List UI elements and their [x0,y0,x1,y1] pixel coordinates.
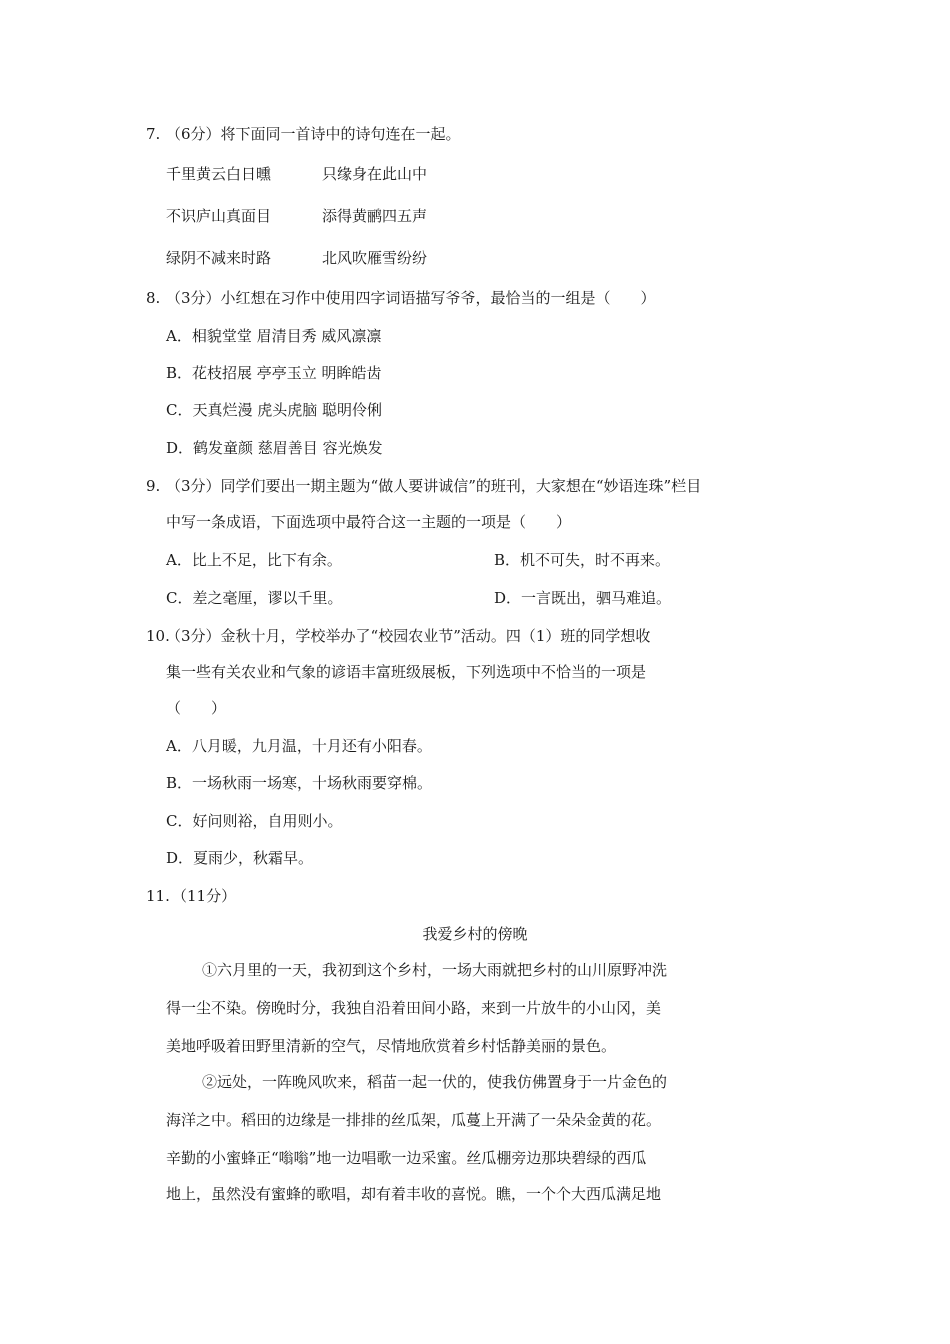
option-a: A．比上不足，比下有余。 [166,551,342,569]
question-stem-line-1: （3分）金秋十月，学校举办了“校园农业节”活动。四（1）班的同学想收 [166,627,651,645]
question-number: 9. [146,477,161,495]
paragraph-line: 美地呼吸着田野里清新的空气，尽情地欣赏着乡村恬静美丽的景色。 [166,1037,617,1055]
paragraph-line: 地上，虽然没有蜜蜂的歌唱，却有着丰收的喜悦。瞧，一个个大西瓜满足地 [166,1185,662,1203]
question-stem: （3分）小红想在习作中使用四字词语描写爷爷，最恰当的一组是（ ） [166,289,656,307]
option-b: B．一场秋雨一场寒，十场秋雨要穿棉。 [166,774,433,792]
option-a: A．八月暖，九月温，十月还有小阳春。 [166,737,432,755]
question-stem-line-2: 中写一条成语，下面选项中最符合这一主题的一项是（ ） [166,513,572,531]
question-number: 11. [146,887,170,905]
poem-line-right-2: 添得黄鹂四五声 [322,207,428,225]
paragraph-line: ②远处，一阵晚风吹来，稻苗一起一伏的，使我仿佛置身于一片金色的 [202,1073,668,1091]
question-stem-line-2: 集一些有关农业和气象的谚语丰富班级展板，下列选项中不恰当的一项是 [166,663,647,681]
option-d: D．夏雨少，秋霜早。 [166,849,314,867]
paragraph-line: ①六月里的一天，我初到这个乡村，一场大雨就把乡村的山川原野冲洗 [202,961,668,979]
question-score: （11分） [172,887,237,905]
option-d: D．一言既出，驷马难追。 [494,589,672,607]
option-c: C．好问则裕，自用则小。 [166,812,343,830]
question-stem: （6分）将下面同一首诗中的诗句连在一起。 [166,125,461,143]
passage-title: 我爱乡村的傍晚 [422,925,528,943]
question-number: 7. [146,125,161,143]
option-b: B．花枝招展 亭亭玉立 明眸皓齿 [166,364,382,382]
question-stem-line-3: （ ） [166,699,227,717]
question-number: 10. [146,627,170,645]
option-a: A．相貌堂堂 眉清目秀 威风凛凛 [166,327,382,345]
option-c: C．天真烂漫 虎头虎脑 聪明伶俐 [166,401,383,419]
question-stem-line-1: （3分）同学们要出一期主题为“做人要讲诚信”的班刊，大家想在“妙语连珠”栏目 [166,477,702,495]
poem-line-right-1: 只缘身在此山中 [322,165,428,183]
poem-line-left-3: 绿阴不减来时路 [166,249,272,267]
option-b: B．机不可失，时不再来。 [494,551,671,569]
poem-line-left-1: 千里黄云白日曛 [166,165,272,183]
question-number: 8. [146,289,161,307]
option-c: C．差之毫厘，谬以千里。 [166,589,343,607]
paragraph-line: 得一尘不染。傍晚时分，我独自沿着田间小路，来到一片放牛的小山冈，美 [166,999,662,1017]
paragraph-line: 海洋之中。稻田的边缘是一排排的丝瓜架，瓜蔓上开满了一朵朵金黄的花。 [166,1111,662,1129]
paragraph-line: 辛勤的小蜜蜂正“嗡嗡”地一边唱歌一边采蜜。丝瓜棚旁边那块碧绿的西瓜 [166,1149,647,1167]
poem-line-right-3: 北风吹雁雪纷纷 [322,249,428,267]
option-d: D．鹤发童颜 慈眉善目 容光焕发 [166,439,383,457]
poem-line-left-2: 不识庐山真面目 [166,207,272,225]
